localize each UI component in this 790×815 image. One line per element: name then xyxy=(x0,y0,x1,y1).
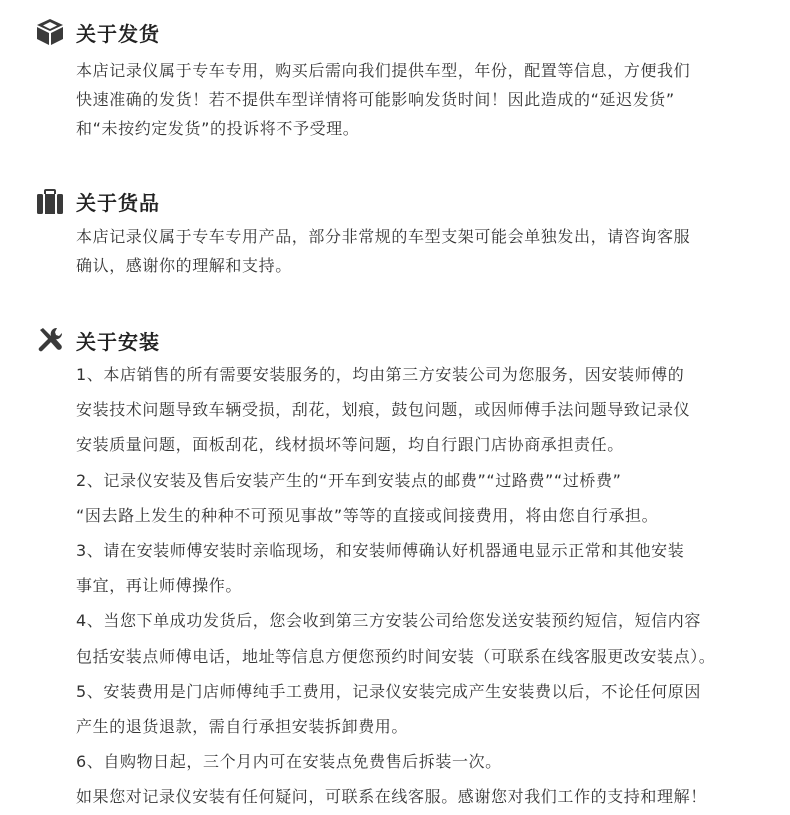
section-shipping-title: 关于发货 xyxy=(76,21,160,46)
install-line: 2、记录仪安装及售后安装产生的“开车到安装点的邮费”“过路费”“过桥费” xyxy=(76,470,622,490)
section-goods-header xyxy=(34,186,160,216)
install-line: 包括安装点师傅电话，地址等信息方便您预约时间安装（可联系在线客服更改安装点）。 xyxy=(76,646,716,666)
install-line: 4、当您下单成功发货后，您会收到第三方安装公司给您发送安装预约短信，短信内容 xyxy=(76,611,701,631)
section-goods-title: 关于货品 xyxy=(76,190,160,215)
shipping-line: 本店记录仪属于专车专用，购买后需向我们提供车型，年份，配置等信息，方便我们 xyxy=(76,61,691,80)
install-line: 1、本店销售的所有需要安装服务的，均由第三方安装公司为您服务，因安装师傅的 xyxy=(76,365,685,384)
install-line: 6、自购物日起，三个月内可在安装点免费售后拆装一次。 xyxy=(76,752,502,772)
install-line: 安装质量问题，面板刮花，线材损坏等问题，均自行跟门店协商承担责任。 xyxy=(76,435,624,455)
install-line: 3、请在安装师傅安装时亲临现场，和安装师傅确认好机器通电显示正常和其他安装 xyxy=(76,541,685,561)
section-install-header xyxy=(34,325,160,355)
shipping-line: 和“未按约定发货”的投诉将不予受理。 xyxy=(76,119,360,138)
wrench-screwdriver-icon xyxy=(34,325,66,355)
install-line: “因去路上发生的种种不可预见事故”等等的直接或间接费用，将由您自行承担。 xyxy=(76,505,659,525)
section-install-title: 关于安装 xyxy=(76,329,160,354)
suitcase-icon xyxy=(34,186,66,216)
install-line: 产生的退货退款，需自行承担安装拆卸费用。 xyxy=(76,717,409,737)
install-line: 安装技术问题导致车辆受损，刮花，划痕，鼓包问题，或因师傅手法问题导致记录仪 xyxy=(76,400,691,420)
section-shipping-header xyxy=(34,17,160,47)
goods-line: 本店记录仪属于专车专用产品，部分非常规的车型支架可能会单独发出，请咨询客服 xyxy=(76,227,691,246)
install-line: 如果您对记录仪安装有任何疑问，可联系在线客服。感谢您对我们工作的支持和理解！ xyxy=(76,787,707,807)
shipping-line: 快速准确的发货！若不提供车型详情将可能影响发货时间！因此造成的“延迟发货” xyxy=(76,90,675,109)
section-shipping-body xyxy=(76,56,776,143)
section-goods-body xyxy=(76,222,776,280)
install-line: 5、安装费用是门店师傅纯手工费用，记录仪安装完成产生安装费以后，不论任何原因 xyxy=(76,681,701,701)
install-line: 事宜，再让师傅操作。 xyxy=(76,576,243,596)
goods-line: 确认，感谢你的理解和支持。 xyxy=(76,256,292,275)
section-install-body xyxy=(76,357,776,815)
box-icon xyxy=(34,17,66,47)
